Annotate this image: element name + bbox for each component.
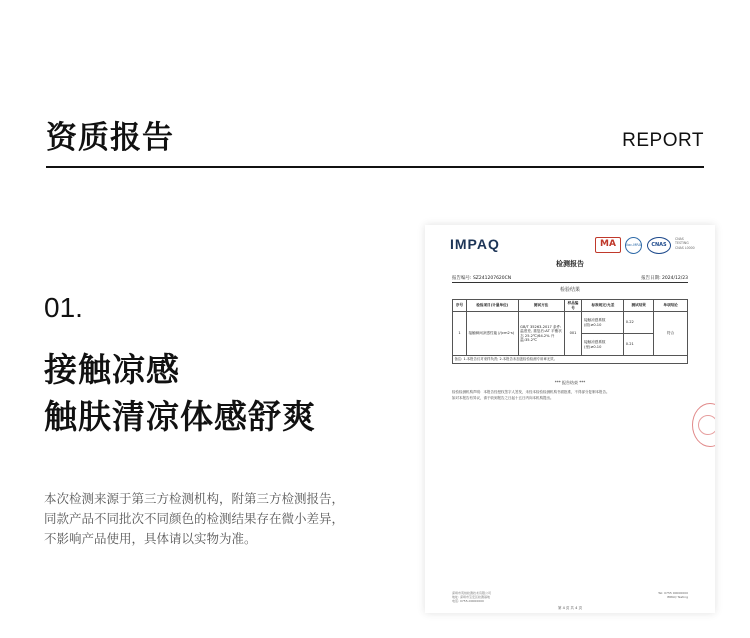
cma-cert-icon: MA <box>595 237 621 253</box>
meta-divider <box>452 282 688 283</box>
cell-no: 1 <box>453 312 467 356</box>
statement-line: 检验检测机构声明：本报告经授权签字人签发，未经本检验检测机构书面批准，不得部分复制本报告。 <box>452 390 610 394</box>
red-seal-inner <box>698 415 715 435</box>
report-end-mark: *** 报告结束 *** <box>554 380 586 385</box>
report-statement <box>452 389 688 401</box>
section-description <box>44 489 404 549</box>
section-heading-line-1: 接触凉感 <box>44 350 180 389</box>
report-footer <box>452 591 688 604</box>
cell-conclusion: 符合 <box>654 312 688 356</box>
table-header: 序号 <box>453 300 467 312</box>
report-number: 报告编号: SZ241207620CN <box>452 276 512 281</box>
footer-line: Tel: 0755 00000000 <box>658 591 688 595</box>
report-page-number: 第 4 页 共 4 页 <box>557 606 583 610</box>
cell-result: 0.21 <box>624 334 654 356</box>
table-header-row <box>453 300 688 312</box>
title-divider <box>46 166 704 168</box>
page-title-en: REPORT <box>622 130 704 151</box>
table-note-row <box>453 356 688 364</box>
statement-line: 如对本报告有异议，请于收到报告之日起十五日内向本机构提出。 <box>452 396 554 400</box>
cert-text-line: CNAS L0000 <box>675 245 695 250</box>
cell-item: 接触瞬间凉感性能 J/(cm2·s) <box>466 312 518 356</box>
description-line: 不影响产品使用，具体请以实物为准。 <box>44 531 257 546</box>
footer-line: 深圳市英柏检测技术有限公司 <box>452 591 492 595</box>
report-meta <box>452 275 688 281</box>
table-header: 测试方法 <box>518 300 564 312</box>
page-title: 资质报告 <box>46 120 174 156</box>
result-table <box>452 299 688 364</box>
cell-sample: 001 <box>564 312 582 356</box>
table-header: 样品编号 <box>564 300 582 312</box>
table-header: 单项结论 <box>654 300 688 312</box>
cell-method: GB/T 35263-2017 条件:温度差, 重复后:ΔT 平衡状态 25.2℃/64.2% 升温:35.2℃ <box>518 312 564 356</box>
footer-line: 地址: 深圳市宝安区检测基地 <box>452 595 490 600</box>
cert-text-line: CNAS <box>675 237 684 241</box>
description-line: 同款产品不同批次不同颜色的检测结果存在微小差异， <box>44 511 345 526</box>
footer-line: IMPAQ Testing <box>667 595 688 600</box>
table-header: 测试结果 <box>624 300 654 312</box>
report-subtitle: 检验结果 <box>559 287 580 293</box>
cell-result: 0.22 <box>624 312 654 334</box>
cell-standard: 接触凉感系数(里)≥0.10 <box>582 334 624 356</box>
cnas-cert-icon: CNAS <box>647 237 671 254</box>
table-header: 标准规定/允差 <box>582 300 624 312</box>
section-number: 01. <box>44 292 83 323</box>
test-report-image <box>425 225 715 613</box>
ilac-cert-icon: ilac-MRA <box>625 237 642 254</box>
cell-standard: 接触凉感系数(面)≥0.10 <box>582 312 624 334</box>
cert-text <box>675 237 705 250</box>
table-row <box>453 312 688 334</box>
report-date: 报告日期: 2024/12/23 <box>641 276 688 281</box>
section-heading-line-2: 触肤清凉体感舒爽 <box>44 397 316 436</box>
table-header: 检验项目(计量单位) <box>466 300 518 312</box>
table-note: 备注: 1.本报告仅对来样负责; 2.本报告未加盖检验检测专用章无效。 <box>453 356 688 364</box>
impaq-logo: IMPAQ <box>450 236 500 252</box>
cert-text-line: TESTING <box>675 241 689 246</box>
description-line: 本次检测来源于第三方检测机构，附第三方检测报告， <box>44 491 345 506</box>
report-title: 检测报告 <box>556 260 584 268</box>
footer-line: 电话: 0755-00000000 <box>452 599 484 604</box>
